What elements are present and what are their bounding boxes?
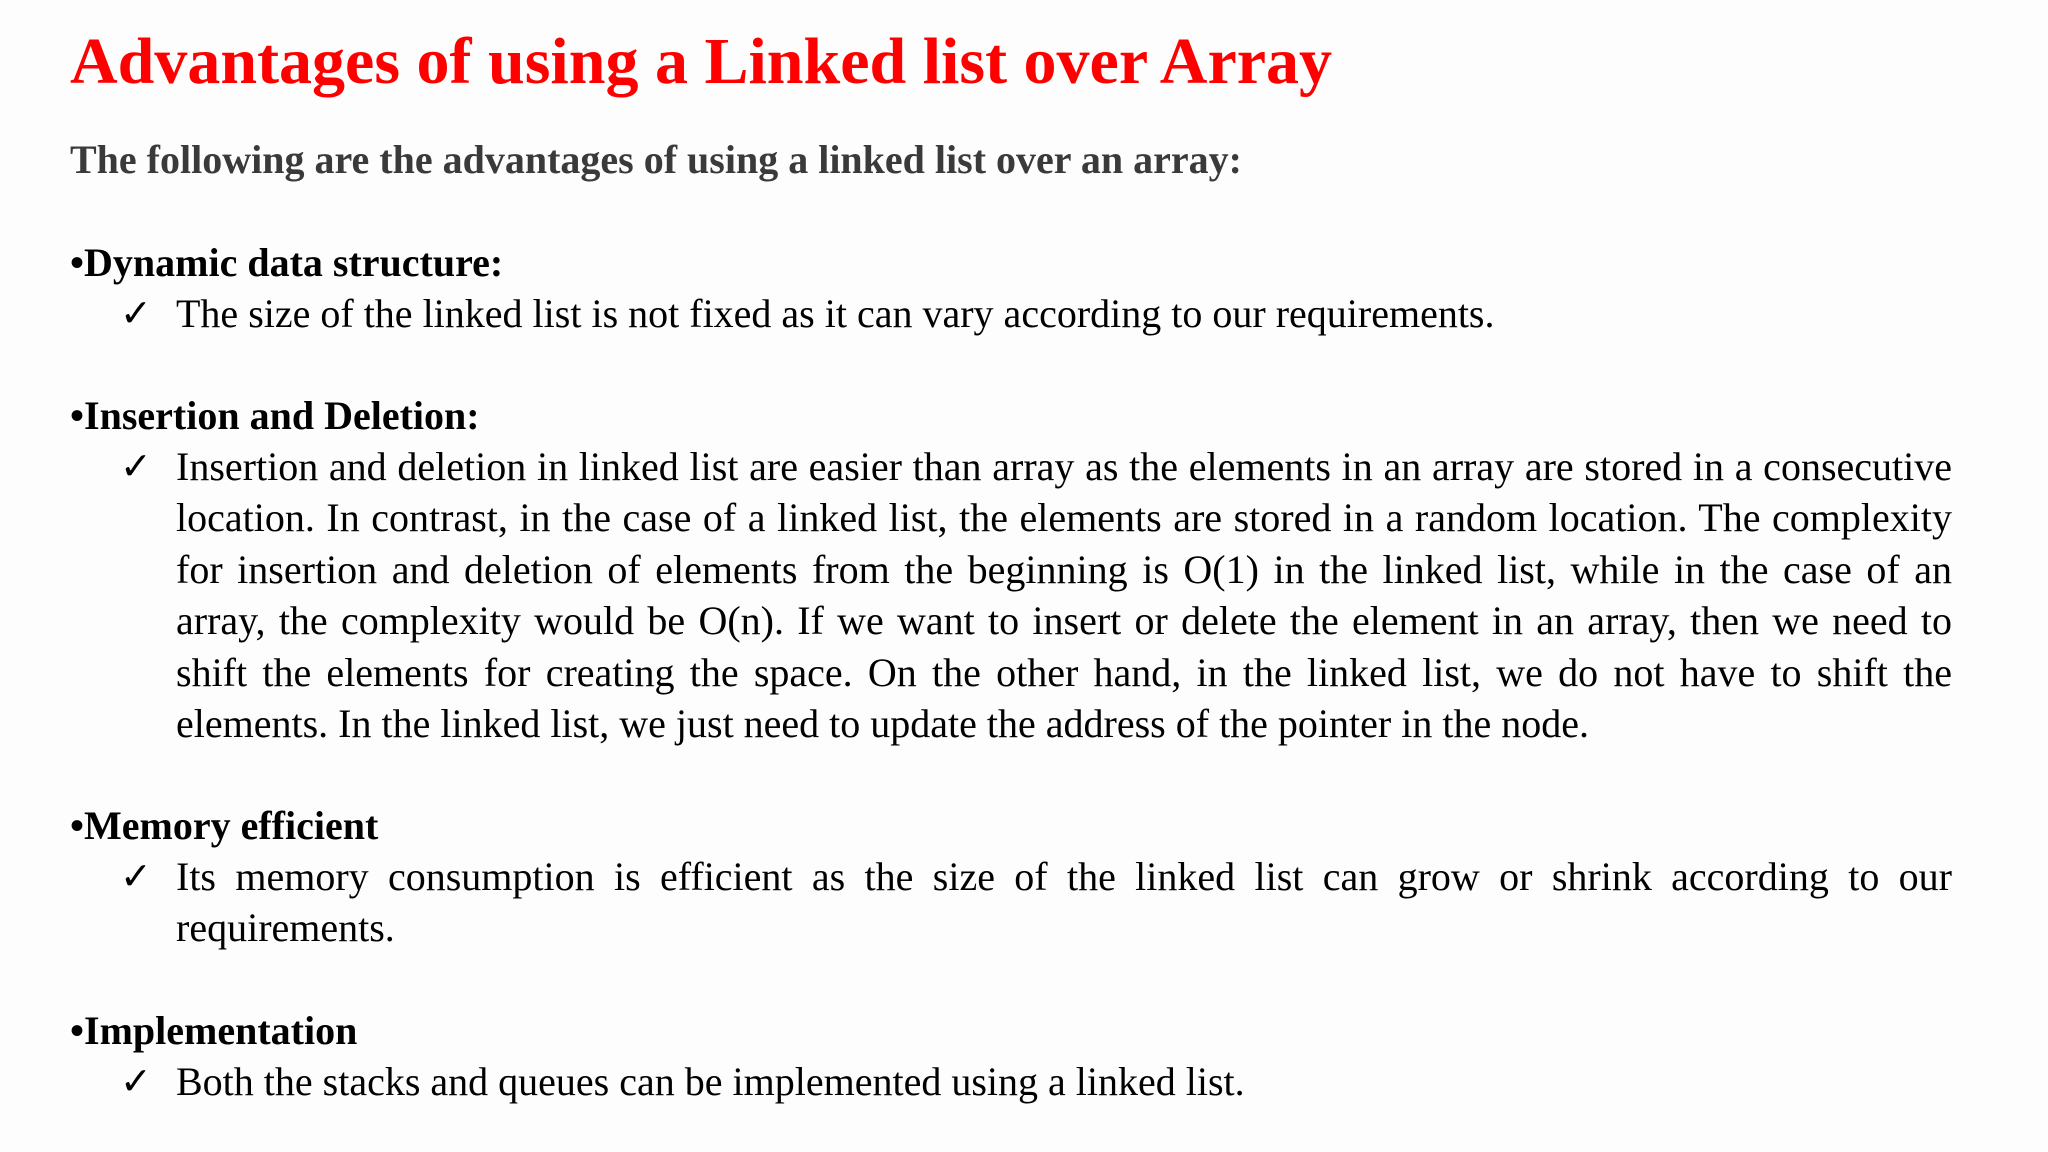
intro-text: The following are the advantages of using a linked list over an array: (70, 137, 1242, 182)
section-implementation (70, 1005, 2008, 1107)
bullet-text: Both the stacks and queues can be implemented using a linked list. (176, 1059, 1245, 1104)
section-dynamic-data-structure (70, 237, 2008, 339)
section-heading: •Dynamic data structure: (70, 240, 504, 285)
checkmark-icon: ✓ (120, 291, 152, 335)
bullet-point (120, 851, 1952, 954)
slide-title: Advantages of using a Linked list over Array (70, 25, 1333, 98)
section-heading: •Memory efficient (70, 803, 379, 848)
bullet-text: Insertion and deletion in linked list are easier than array as the elements in an array are stored in a consecutive location. In contrast, in the case of a linked list, the elements are stored in a random location. The complexity for insertion and deletion of elements from the beginning is O(1) in the linked list, while in the case of an array, the complexity would be O(n). If we want to insert or delete the element in an array, then we need to shift the elements for creating the space. On the other hand, in the linked list, we do not have to shift the elements. In the linked list, we just need to update the address of the pointer in the node. (176, 444, 1952, 747)
section-memory-efficient (70, 800, 2008, 954)
checkmark-icon: ✓ (120, 1059, 152, 1103)
bullet-point (120, 288, 1952, 339)
section-heading: •Insertion and Deletion: (70, 393, 480, 438)
section-insertion-deletion (70, 390, 2008, 749)
checkmark-icon: ✓ (120, 444, 152, 488)
checkmark-icon: ✓ (120, 854, 152, 898)
bullet-point (120, 1056, 1952, 1107)
bullet-point (120, 441, 1952, 749)
bullet-text: The size of the linked list is not fixed as it can vary according to our requirements. (176, 291, 1495, 336)
bullet-text: Its memory consumption is efficient as the size of the linked list can grow or shrink according to our requirements. (176, 854, 1952, 951)
section-heading: •Implementation (70, 1008, 358, 1053)
